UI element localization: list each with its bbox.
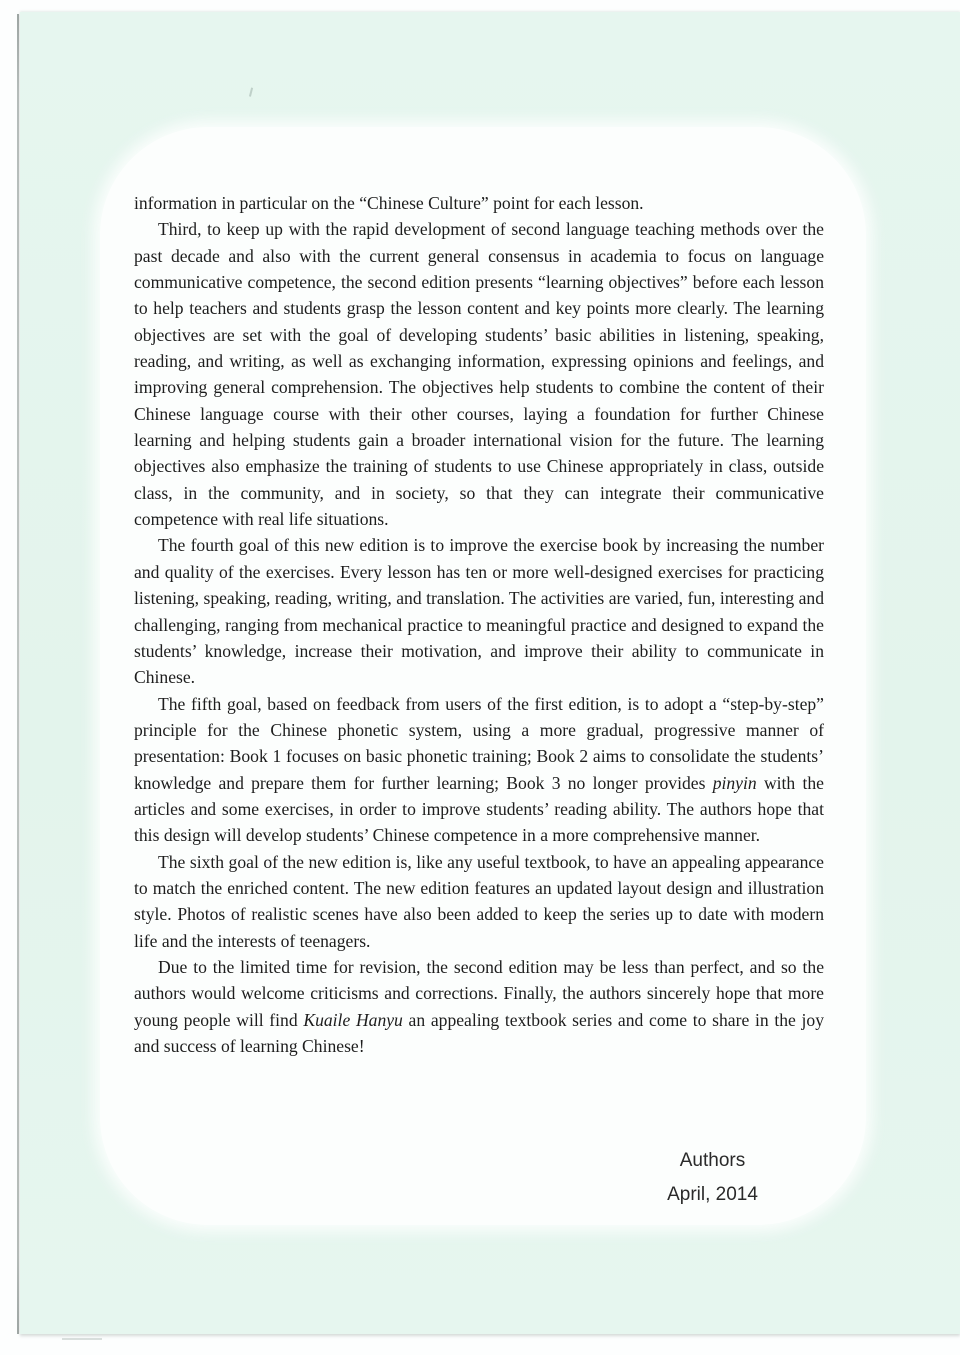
text-segment: The fourth goal of this new edition is to improve the exercise book by increasing the number and quality of the exercises. Every lesson has ten or more well-designed exercises for practicing listening, speaking, reading, writing, and translation. The activities are varied, fun, interesting and challenging, ranging from mechanical practice to meaningful practice and designed to expand the students’ knowledge, increase their motivation, and improve their ability to communicate in Chinese.	[134, 535, 824, 688]
signature-block	[630, 1150, 795, 1206]
text-segment: an appealing textbook series and come to share in the joy and success of learning Chinese!	[134, 1009, 825, 1056]
text-segment: with the articles and some exercises, in order to improve students’ reading ability. The authors hope that this design will develop students’ Chinese competence in a more comprehensive manner.	[134, 772, 824, 846]
italic-term: Kuaile Hanyu	[303, 1009, 403, 1030]
signature-date: April, 2014	[667, 1184, 758, 1205]
text-segment: information in particular on the “Chinese Culture” point for each lesson.	[134, 193, 644, 213]
preface-text-block	[134, 190, 824, 1059]
paragraph	[134, 849, 824, 954]
paragraph	[134, 691, 824, 849]
paragraph	[134, 216, 824, 532]
page-edge-line	[17, 14, 19, 1334]
text-segment: The fifth goal, based on feedback from users of the first edition, is to adopt a “step-by-step” principle for the Chinese phonetic system, using a more gradual, progressive manner of presentation: Book 1 focuses on basic phonetic training; Book 2 aims to consolidate the students’ knowledge and prepare them for further learning; Book 3 no longer provides	[134, 693, 824, 793]
italic-term: pinyin	[712, 772, 757, 793]
signature-authors: Authors	[679, 1150, 746, 1171]
text-segment: Third, to keep up with the rapid development of second language teaching methods over the past decade and also with the current general consensus in academia to focus on language communicative competence, the second edition presents “learning objectives” before each lesson to help teachers and students grasp the lesson content and key points more clearly. The learning objectives are set with the goal of developing students’ basic abilities in listening, speaking, reading, and writing, as well as exchanging information, expressing opinions and feelings, and improving general comprehension. The objectives help students to combine the content of their Chinese language course with their other courses, laying a foundation for further Chinese learning and helping students gain a broader international vision for the future. The learning objectives also emphasize the training of students to use Chinese appropriately in class, outside class, in the community, and in society, so that they can integrate their communicative competence with real life situations.	[134, 219, 824, 530]
scan-edge-artifact	[62, 1338, 102, 1340]
paragraph	[134, 532, 824, 690]
paragraph	[134, 190, 824, 216]
text-segment: The sixth goal of the new edition is, like any useful textbook, to have an appealing appearance to match the enriched content. The new edition features an updated layout design and illustration style. Photos of realistic scenes have also been added to keep the series up to date with modern life and the interests of teenagers.	[134, 851, 824, 951]
text-segment: Due to the limited time for revision, the second edition may be less than perfect, and so the authors would welcome criticisms and corrections. Finally, the authors sincerely hope that more young people will find	[134, 956, 824, 1030]
paragraph	[134, 954, 824, 1059]
